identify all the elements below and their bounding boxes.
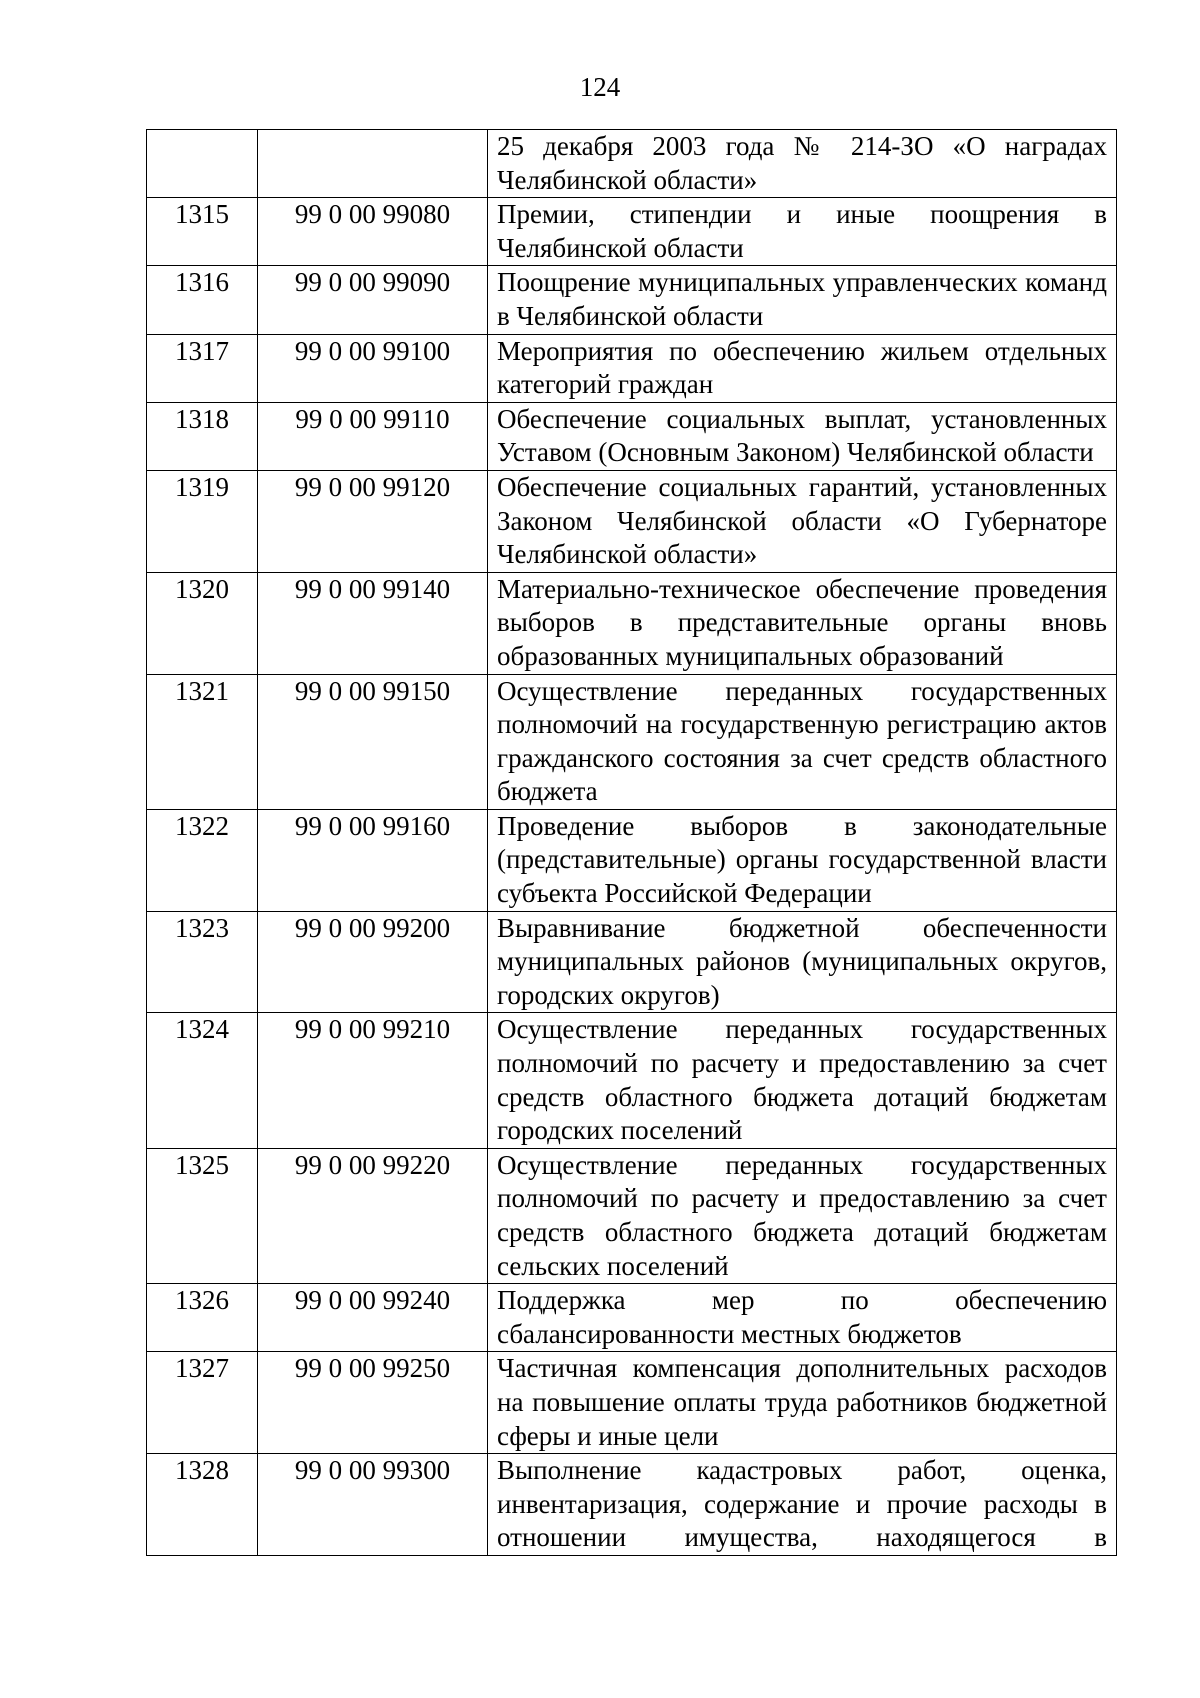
row-number: 1318 — [147, 402, 258, 470]
expense-name: 25 декабря 2003 года № 214-ЗО «О наградах Челябинской области» — [488, 130, 1117, 198]
table-row — [147, 130, 1117, 198]
page-number: 124 — [579, 72, 621, 102]
table-row — [147, 334, 1117, 402]
table-row — [147, 911, 1117, 1013]
table-row — [147, 402, 1117, 470]
row-number: 1320 — [147, 572, 258, 674]
row-number: 1315 — [147, 198, 258, 266]
table-row — [147, 572, 1117, 674]
target-code: 99 0 00 99090 — [258, 266, 488, 334]
table-row — [147, 470, 1117, 572]
row-number: 1326 — [147, 1284, 258, 1352]
expense-name: Поощрение муниципальных управленческих команд в Челябинской области — [488, 266, 1117, 334]
row-number: 1327 — [147, 1352, 258, 1454]
expense-name: Осуществление переданных государственных полномочий на государственную регистрацию актов гражданского состояния за счет средств областного бюджета — [488, 674, 1117, 809]
row-number: 1319 — [147, 470, 258, 572]
target-code — [258, 130, 488, 198]
target-code: 99 0 00 99110 — [258, 402, 488, 470]
target-code: 99 0 00 99120 — [258, 470, 488, 572]
expense-name: Осуществление переданных государственных полномочий по расчету и предоставлению за счет средств областного бюджета дотаций бюджетам городских поселений — [488, 1013, 1117, 1148]
row-number: 1321 — [147, 674, 258, 809]
row-number: 1323 — [147, 911, 258, 1013]
expense-name: Материально-техническое обеспечение проведения выборов в представительные органы вновь образованных муниципальных образований — [488, 572, 1117, 674]
expense-name: Осуществление переданных государственных полномочий по расчету и предоставлению за счет средств областного бюджета дотаций бюджетам сельских поселений — [488, 1148, 1117, 1283]
expense-name: Обеспечение социальных выплат, установленных Уставом (Основным Законом) Челябинской области — [488, 402, 1117, 470]
row-number: 1316 — [147, 266, 258, 334]
table-row — [147, 266, 1117, 334]
budget-classification-table — [146, 129, 1117, 1556]
target-code: 99 0 00 99200 — [258, 911, 488, 1013]
expense-name: Выравнивание бюджетной обеспеченности муниципальных районов (муниципальных округов, городских округов) — [488, 911, 1117, 1013]
target-code: 99 0 00 99080 — [258, 198, 488, 266]
table-row — [147, 198, 1117, 266]
target-code: 99 0 00 99100 — [258, 334, 488, 402]
target-code: 99 0 00 99220 — [258, 1148, 488, 1283]
table-row — [147, 1284, 1117, 1352]
target-code: 99 0 00 99150 — [258, 674, 488, 809]
table-row — [147, 1013, 1117, 1148]
target-code: 99 0 00 99210 — [258, 1013, 488, 1148]
target-code: 99 0 00 99240 — [258, 1284, 488, 1352]
target-code: 99 0 00 99250 — [258, 1352, 488, 1454]
row-number: 1325 — [147, 1148, 258, 1283]
target-code: 99 0 00 99140 — [258, 572, 488, 674]
expense-name: Премии, стипендии и иные поощрения в Челябинской области — [488, 198, 1117, 266]
table-row — [147, 809, 1117, 911]
expense-name: Выполнение кадастровых работ, оценка, инвентаризация, содержание и прочие расходы в отношении имущества, находящегося в — [488, 1454, 1117, 1556]
table-row — [147, 674, 1117, 809]
target-code: 99 0 00 99300 — [258, 1454, 488, 1556]
expense-name: Обеспечение социальных гарантий, установленных Законом Челябинской области «О Губернаторе Челябинской области» — [488, 470, 1117, 572]
row-number: 1328 — [147, 1454, 258, 1556]
row-number — [147, 130, 258, 198]
row-number: 1324 — [147, 1013, 258, 1148]
row-number: 1317 — [147, 334, 258, 402]
expense-name: Частичная компенсация дополнительных расходов на повышение оплаты труда работников бюджетной сферы и иные цели — [488, 1352, 1117, 1454]
table-row — [147, 1148, 1117, 1283]
target-code: 99 0 00 99160 — [258, 809, 488, 911]
table-row — [147, 1352, 1117, 1454]
expense-name: Поддержка мер по обеспечению сбалансированности местных бюджетов — [488, 1284, 1117, 1352]
table-row — [147, 1454, 1117, 1556]
expense-name: Мероприятия по обеспечению жильем отдельных категорий граждан — [488, 334, 1117, 402]
row-number: 1322 — [147, 809, 258, 911]
expense-name: Проведение выборов в законодательные (представительные) органы государственной власти субъекта Российской Федерации — [488, 809, 1117, 911]
